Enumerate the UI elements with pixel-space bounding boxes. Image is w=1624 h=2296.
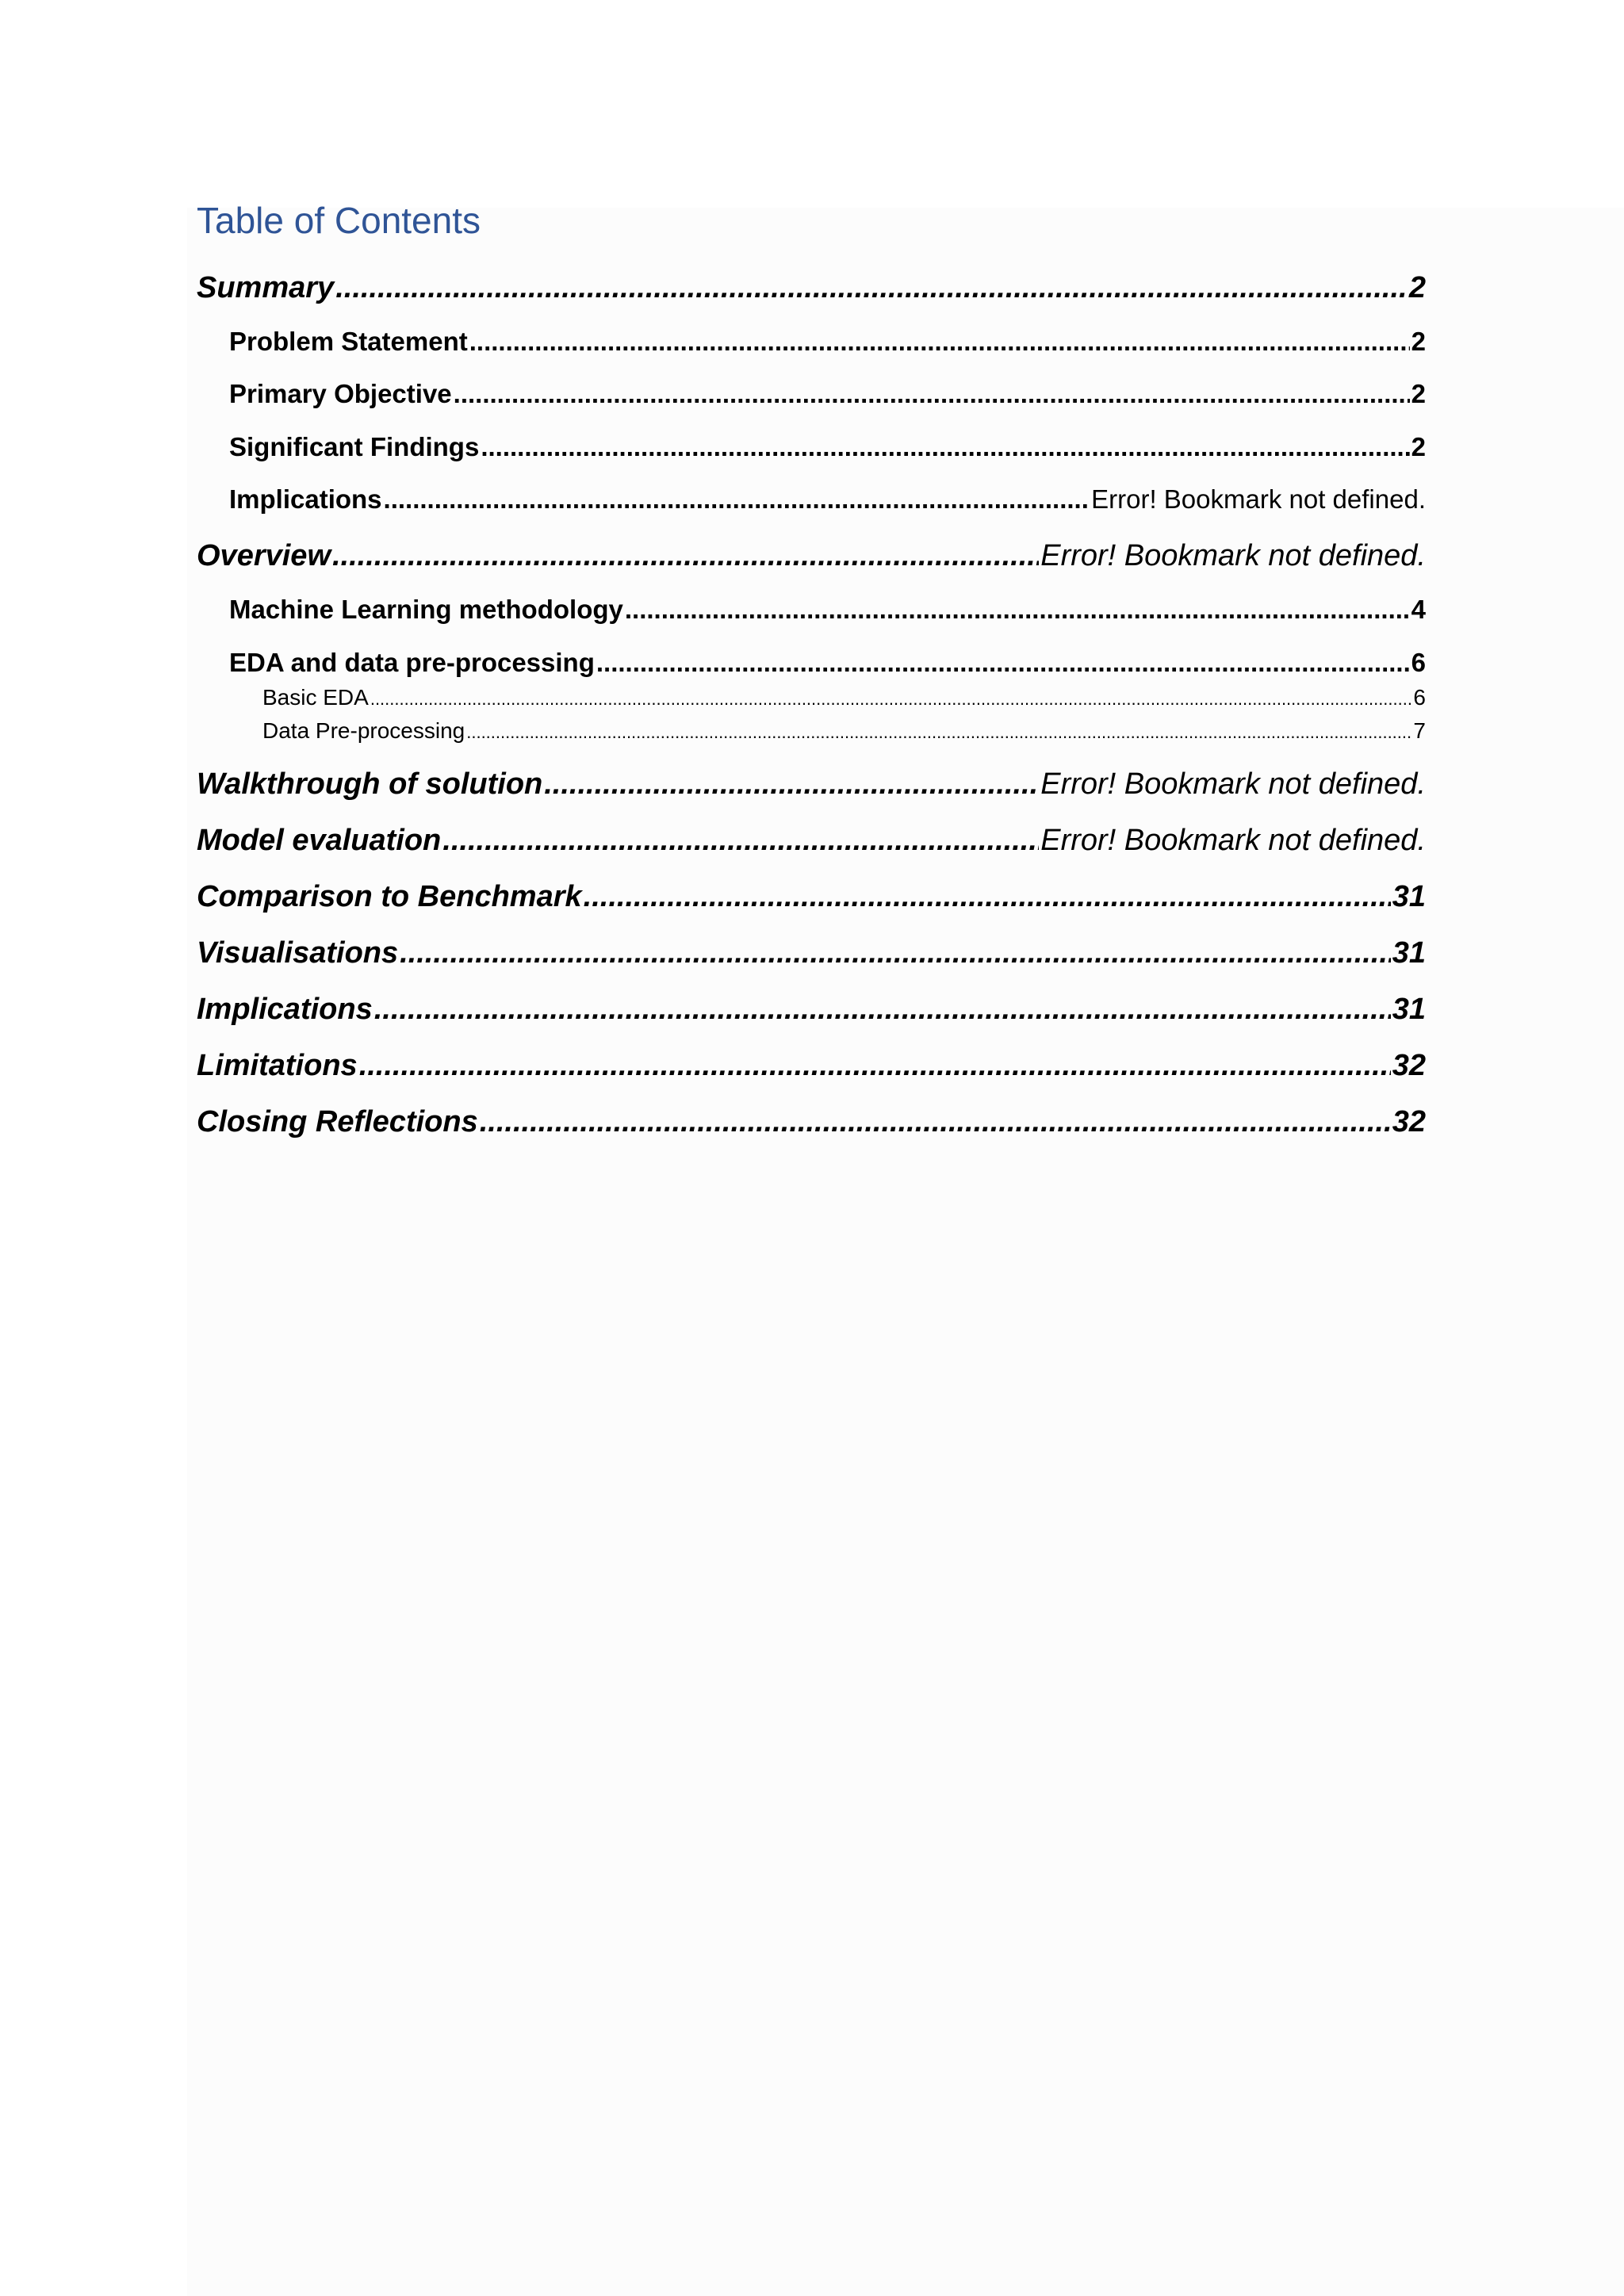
toc-entry-implications-sub[interactable]	[229, 481, 1426, 518]
toc-entry-label: Implications	[197, 993, 373, 1026]
toc-entry-page: 2	[1411, 327, 1426, 356]
toc-entry-page: 32	[1392, 1049, 1426, 1082]
toc-entry-page: 6	[1413, 685, 1426, 710]
toc-entry-label: Basic EDA	[262, 685, 369, 710]
toc-leader-dots	[384, 481, 1090, 518]
toc-entry-label: Problem Statement	[229, 327, 468, 356]
toc-entry-page: 31	[1392, 993, 1426, 1026]
toc-entry-label: Model evaluation	[197, 824, 442, 857]
toc-entry-summary[interactable]	[197, 267, 1426, 308]
toc-entry-closing-reflections[interactable]	[197, 1101, 1426, 1142]
toc-leader-dots	[466, 718, 1411, 747]
toc-entry-page: 2	[1411, 432, 1426, 461]
toc-entry-label: Walkthrough of solution	[197, 767, 543, 801]
toc-entry-visualisations[interactable]	[197, 932, 1426, 974]
toc-entry-eda-and-data-pre-processing[interactable]	[229, 645, 1426, 681]
toc-entry-implications[interactable]	[197, 989, 1426, 1030]
toc-entry-page: 31	[1392, 936, 1426, 970]
toc-leader-dots	[481, 429, 1409, 465]
toc-entry-label: Implications	[229, 484, 382, 514]
toc-entry-basic-eda[interactable]	[262, 683, 1426, 712]
toc-leader-dots	[454, 376, 1410, 412]
toc-leader-dots	[400, 932, 1391, 974]
toc-leader-dots	[370, 685, 1412, 714]
toc-entry-significant-findings[interactable]	[229, 429, 1426, 465]
toc-entry-label: Primary Objective	[229, 379, 452, 408]
toc-entry-label: Data Pre-processing	[262, 718, 465, 743]
toc-entry-machine-learning-methodology[interactable]	[229, 591, 1426, 628]
toc-entry-limitations[interactable]	[197, 1045, 1426, 1086]
toc-entry-label: Summary	[197, 271, 335, 304]
toc-leader-dots	[374, 989, 1391, 1030]
toc-entry-page-error: Error! Bookmark not defined.	[1040, 767, 1426, 801]
toc-entry-page-error: Error! Bookmark not defined.	[1040, 539, 1426, 572]
toc-entry-page: 31	[1392, 880, 1426, 913]
toc-entry-overview[interactable]	[197, 535, 1426, 576]
toc-entry-label: Visualisations	[197, 936, 399, 970]
toc-entry-primary-objective[interactable]	[229, 376, 1426, 412]
toc-entry-page: 32	[1392, 1105, 1426, 1138]
toc-entry-label: EDA and data pre-processing	[229, 648, 595, 677]
toc-leader-dots	[469, 323, 1410, 360]
toc-entry-label: Machine Learning methodology	[229, 595, 623, 624]
toc-entry-label: Overview	[197, 539, 331, 572]
toc-entry-comparison-to-benchmark[interactable]	[197, 876, 1426, 917]
toc-entry-label: Significant Findings	[229, 432, 480, 461]
toc-entry-page: 2	[1411, 379, 1426, 408]
toc-leader-dots	[480, 1101, 1391, 1142]
toc-leader-dots	[335, 267, 1408, 308]
toc-entry-problem-statement[interactable]	[229, 323, 1426, 360]
toc-leader-dots	[359, 1045, 1391, 1086]
toc-entry-label: Comparison to Benchmark	[197, 880, 582, 913]
toc-leader-dots	[442, 820, 1039, 861]
toc-entry-model-evaluation[interactable]	[197, 820, 1426, 861]
toc-entry-data-pre-processing[interactable]	[262, 717, 1426, 745]
toc-entry-page-error: Error! Bookmark not defined.	[1040, 824, 1426, 857]
toc-heading: Table of Contents	[197, 200, 481, 241]
toc-entry-walkthrough-of-solution[interactable]	[197, 763, 1426, 805]
toc-entry-page: 7	[1413, 718, 1426, 743]
toc-leader-dots	[596, 645, 1410, 681]
toc-entry-label: Closing Reflections	[197, 1105, 478, 1138]
toc-entry-page: 6	[1411, 648, 1426, 677]
toc-leader-dots	[332, 535, 1039, 576]
toc-leader-dots	[584, 876, 1391, 917]
toc-entry-page: 4	[1411, 595, 1426, 624]
toc-entry-label: Limitations	[197, 1049, 358, 1082]
toc-entry-page: 2	[1408, 271, 1426, 304]
toc-leader-dots	[544, 763, 1039, 805]
toc-leader-dots	[625, 591, 1410, 628]
toc-entry-page-error: Error! Bookmark not defined.	[1091, 484, 1426, 514]
